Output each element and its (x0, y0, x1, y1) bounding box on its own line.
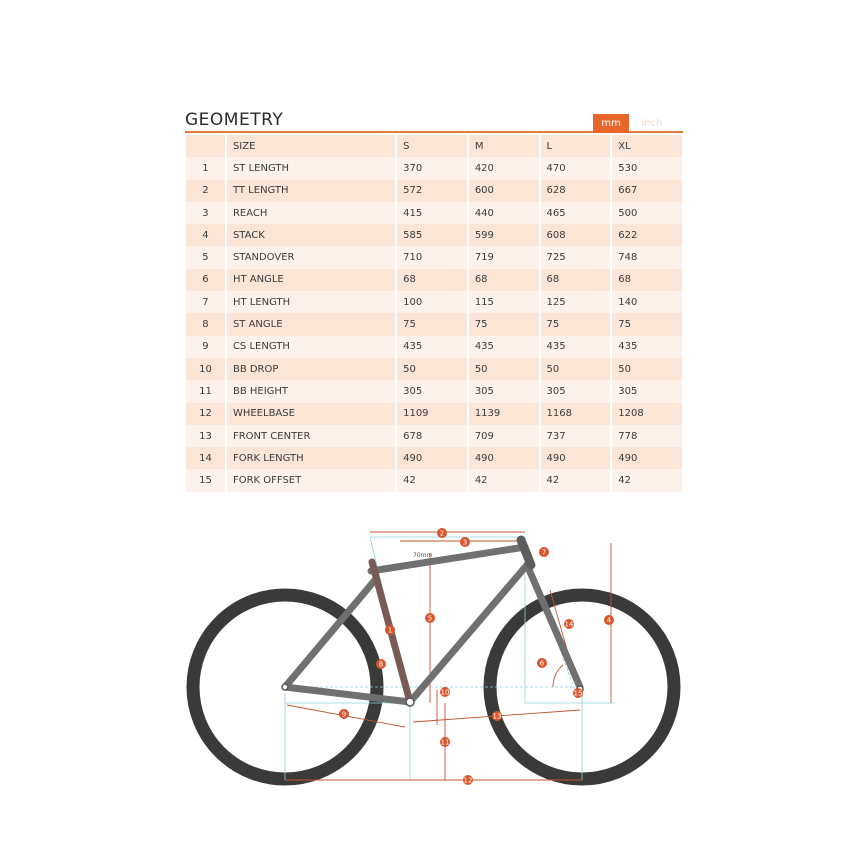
marker-label: 5 (427, 614, 433, 623)
row-number-cell: 4 (186, 224, 225, 246)
size-name-cell: TT LENGTH (227, 180, 395, 202)
row-number-cell: 5 (186, 246, 225, 268)
angle-arc (553, 665, 563, 687)
size-xl-cell: 68 (612, 269, 682, 291)
size-m-cell: 599 (469, 224, 539, 246)
bike-frame (285, 547, 580, 702)
size-l-cell: 125 (541, 291, 611, 313)
header-cell: L (541, 135, 611, 157)
size-s-cell: 1109 (397, 403, 467, 425)
size-l-cell: 465 (541, 202, 611, 224)
size-l-cell: 305 (541, 380, 611, 402)
size-m-cell: 50 (469, 358, 539, 380)
size-name-cell: BB HEIGHT (227, 380, 395, 402)
size-m-cell: 420 (469, 157, 539, 179)
size-m-cell: 1139 (469, 403, 539, 425)
size-m-cell: 719 (469, 246, 539, 268)
size-name-cell: BB DROP (227, 358, 395, 380)
table-row (186, 469, 682, 491)
size-name-cell: ST ANGLE (227, 313, 395, 335)
marker-label: 11 (440, 738, 450, 747)
marker-label: 14 (564, 620, 574, 629)
table-row (186, 269, 682, 291)
row-number-cell: 15 (186, 469, 225, 491)
row-number-cell: 7 (186, 291, 225, 313)
size-s-cell: 50 (397, 358, 467, 380)
header-cell: XL (612, 135, 682, 157)
row-number-cell: 9 (186, 336, 225, 358)
size-l-cell: 68 (541, 269, 611, 291)
bottom-bracket (406, 698, 414, 706)
chain-stay (285, 687, 410, 702)
size-m-cell: 115 (469, 291, 539, 313)
row-number-cell: 13 (186, 425, 225, 447)
header-cell (186, 135, 225, 157)
size-s-cell: 415 (397, 202, 467, 224)
table-row (186, 403, 682, 425)
size-s-cell: 678 (397, 425, 467, 447)
size-xl-cell: 667 (612, 180, 682, 202)
size-l-cell: 608 (541, 224, 611, 246)
size-xl-cell: 75 (612, 313, 682, 335)
size-name-cell: WHEELBASE (227, 403, 395, 425)
size-s-cell: 710 (397, 246, 467, 268)
head-tube (521, 540, 531, 565)
size-xl-cell: 778 (612, 425, 682, 447)
size-l-cell: 435 (541, 336, 611, 358)
marker-label: 12 (463, 776, 473, 785)
size-m-cell: 709 (469, 425, 539, 447)
size-xl-cell: 1208 (612, 403, 682, 425)
size-name-cell: STACK (227, 224, 395, 246)
marker-label: 6 (539, 659, 545, 668)
size-name-cell: ST LENGTH (227, 157, 395, 179)
header-cell: SIZE (227, 135, 395, 157)
row-number-cell: 14 (186, 447, 225, 469)
marker-label: 15 (573, 689, 583, 698)
size-s-cell: 305 (397, 380, 467, 402)
size-l-cell: 737 (541, 425, 611, 447)
size-l-cell: 42 (541, 469, 611, 491)
size-s-cell: 585 (397, 224, 467, 246)
size-m-cell: 435 (469, 336, 539, 358)
table-header-row (186, 135, 682, 157)
size-xl-cell: 435 (612, 336, 682, 358)
size-m-cell: 68 (469, 269, 539, 291)
size-name-cell: FORK LENGTH (227, 447, 395, 469)
size-xl-cell: 530 (612, 157, 682, 179)
table-row (186, 157, 682, 179)
size-xl-cell: 748 (612, 246, 682, 268)
table-row (186, 380, 682, 402)
row-number-cell: 8 (186, 313, 225, 335)
unit-toggle-inch[interactable]: inch (641, 118, 663, 129)
table-row (186, 425, 682, 447)
seat-offset-note: 70mm (413, 552, 433, 559)
row-number-cell: 3 (186, 202, 225, 224)
size-m-cell: 42 (469, 469, 539, 491)
marker-label: 4 (606, 616, 612, 625)
marker-label: 7 (541, 548, 547, 557)
size-name-cell: REACH (227, 202, 395, 224)
table-row (186, 246, 682, 268)
marker-label: 2 (439, 529, 445, 538)
marker-label: 10 (440, 688, 450, 697)
table-row (186, 336, 682, 358)
header-cell: M (469, 135, 539, 157)
size-s-cell: 100 (397, 291, 467, 313)
size-name-cell: FORK OFFSET (227, 469, 395, 491)
row-number-cell: 2 (186, 180, 225, 202)
row-number-cell: 11 (186, 380, 225, 402)
size-s-cell: 572 (397, 180, 467, 202)
marker-label: 3 (462, 538, 468, 547)
size-name-cell: HT LENGTH (227, 291, 395, 313)
size-m-cell: 305 (469, 380, 539, 402)
size-l-cell: 50 (541, 358, 611, 380)
size-name-cell: HT ANGLE (227, 269, 395, 291)
size-xl-cell: 140 (612, 291, 682, 313)
geometry-table (184, 135, 684, 492)
size-l-cell: 1168 (541, 403, 611, 425)
size-l-cell: 725 (541, 246, 611, 268)
table-row (186, 313, 682, 335)
size-xl-cell: 622 (612, 224, 682, 246)
table-row (186, 202, 682, 224)
size-l-cell: 75 (541, 313, 611, 335)
table-row (186, 224, 682, 246)
table-row (186, 358, 682, 380)
row-number-cell: 6 (186, 269, 225, 291)
row-number-cell: 10 (186, 358, 225, 380)
marker-label: 9 (341, 710, 347, 719)
header-cell: S (397, 135, 467, 157)
bike-geometry-diagram (175, 515, 695, 815)
size-name-cell: STANDOVER (227, 246, 395, 268)
table-row (186, 180, 682, 202)
row-number-cell: 12 (186, 403, 225, 425)
unit-toggle-mm[interactable]: mm (593, 114, 629, 133)
size-xl-cell: 305 (612, 380, 682, 402)
size-m-cell: 75 (469, 313, 539, 335)
size-s-cell: 42 (397, 469, 467, 491)
size-s-cell: 75 (397, 313, 467, 335)
marker-label: 1 (387, 626, 393, 635)
size-m-cell: 600 (469, 180, 539, 202)
marker-label: 8 (378, 660, 384, 669)
size-m-cell: 440 (469, 202, 539, 224)
size-s-cell: 370 (397, 157, 467, 179)
table-row (186, 291, 682, 313)
size-s-cell: 68 (397, 269, 467, 291)
size-l-cell: 628 (541, 180, 611, 202)
size-xl-cell: 500 (612, 202, 682, 224)
marker-label: 13 (492, 712, 502, 721)
page-title: GEOMETRY (185, 110, 284, 130)
size-name-cell: FRONT CENTER (227, 425, 395, 447)
rear-axle (282, 684, 288, 690)
size-xl-cell: 490 (612, 447, 682, 469)
size-l-cell: 490 (541, 447, 611, 469)
size-s-cell: 435 (397, 336, 467, 358)
size-l-cell: 470 (541, 157, 611, 179)
row-number-cell: 1 (186, 157, 225, 179)
size-xl-cell: 50 (612, 358, 682, 380)
table-row (186, 447, 682, 469)
size-xl-cell: 42 (612, 469, 682, 491)
size-m-cell: 490 (469, 447, 539, 469)
size-s-cell: 490 (397, 447, 467, 469)
size-name-cell: CS LENGTH (227, 336, 395, 358)
top-tube (371, 547, 525, 571)
